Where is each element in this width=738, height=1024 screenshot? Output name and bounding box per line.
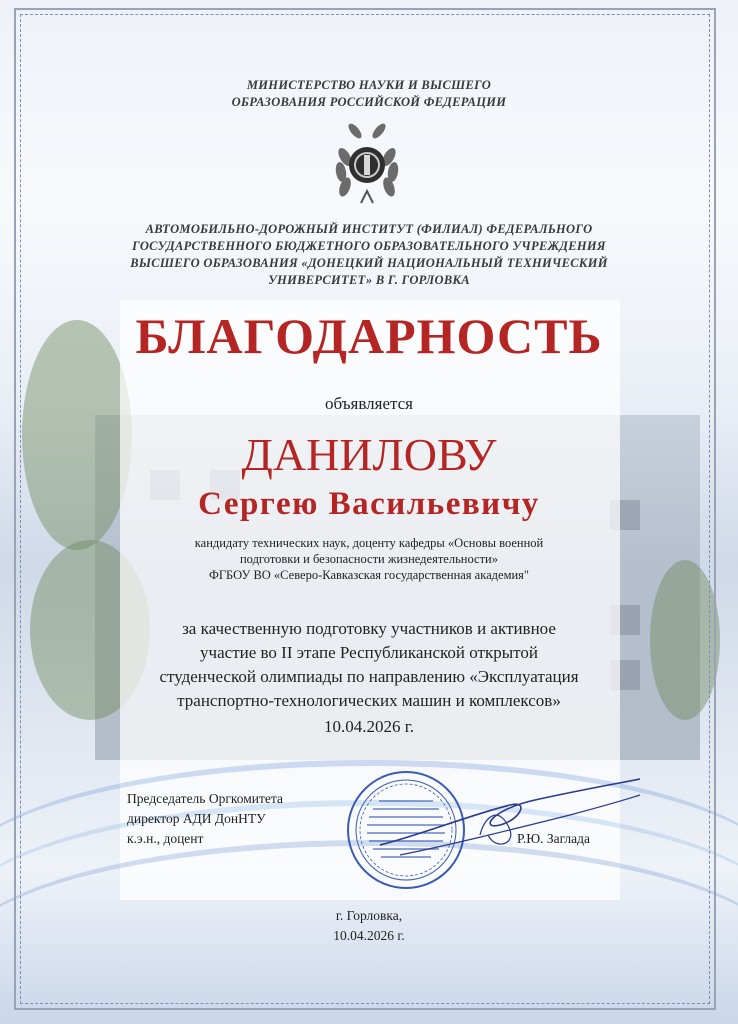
reason-line-4: транспортно-технологических машин и комплексов»	[177, 691, 561, 710]
issue-place: г. Горловка,	[335, 908, 403, 923]
signatory-line-1: Председатель Оргкомитета	[127, 791, 283, 806]
recipient-surname: ДАНИЛОВУ	[241, 429, 497, 480]
issue-date: 10.04.2026 г.	[333, 928, 405, 943]
ministry-line-1: МИНИСТЕРСТВО НАУКИ И ВЫСШЕГО	[246, 78, 492, 92]
handwritten-signature	[360, 775, 645, 865]
institute-line-3: ВЫСШЕГО ОБРАЗОВАНИЯ «ДОНЕЦКИЙ НАЦИОНАЛЬНЫЙ ТЕХНИЧЕСКИЙ	[130, 256, 608, 270]
recipient-position-1: кандидату технических наук, доценту кафедры «Основы военной	[194, 536, 544, 550]
reason-line-2: участие во II этапе Республиканской открытой	[200, 643, 538, 662]
institute-line-1: АВТОМОБИЛЬНО-ДОРОЖНЫЙ ИНСТИТУТ (ФИЛИАЛ) ФЕДЕРАЛЬНОГО	[145, 222, 593, 236]
recipient-given-names: Сергею Васильевичу	[198, 486, 540, 522]
reason-line-1: за качественную подготовку участников и активное	[182, 619, 556, 638]
institute-line-2: ГОСУДАРСТВЕННОГО БЮДЖЕТНОГО ОБРАЗОВАТЕЛЬНОГО УЧРЕЖДЕНИЯ	[132, 239, 606, 253]
signatory-line-2: директор АДИ ДонНТУ	[127, 811, 266, 826]
reason-line-3: студенческой олимпиады по направлению «Эксплуатация	[159, 667, 579, 686]
signatory-name: Р.Ю. Заглада	[517, 831, 591, 846]
recipient-position-3: ФГБОУ ВО «Северо-Кавказская государственная академия"	[208, 568, 530, 582]
announced-text: объявляется	[325, 394, 413, 413]
signatory-line-3: к.э.н., доцент	[127, 831, 204, 846]
recipient-position-2: подготовки и безопасности жизнедеятельности»	[239, 552, 498, 566]
institute-line-4: УНИВЕРСИТЕТ» В Г. ГОРЛОВКА	[268, 273, 470, 287]
reason-date: 10.04.2026 г.	[323, 717, 415, 736]
ministry-line-2: ОБРАЗОВАНИЯ РОССИЙСКОЙ ФЕДЕРАЦИИ	[231, 95, 507, 109]
university-emblem-icon	[331, 117, 403, 207]
certificate-title: БЛАГОДАРНОСТЬ	[135, 308, 603, 364]
